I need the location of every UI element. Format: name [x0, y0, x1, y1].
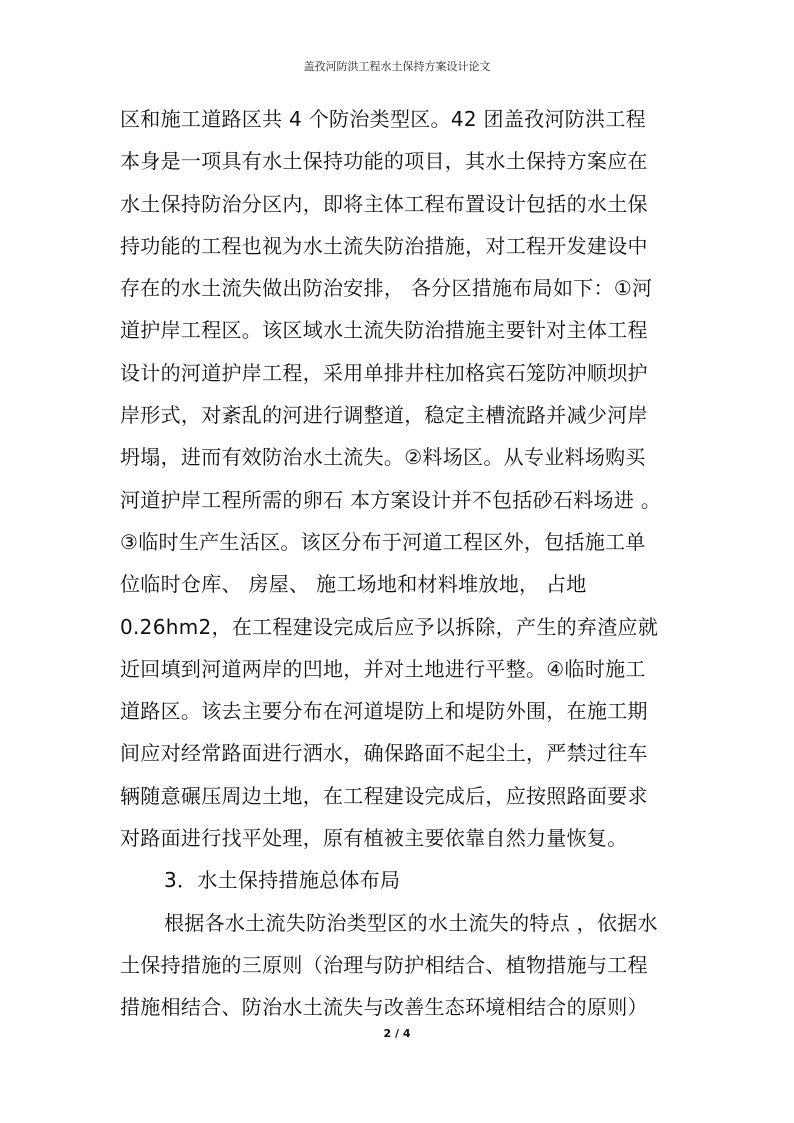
text-line: 存在的水土流失做出防治安排， 各分区措施布局如下：①河 [120, 276, 653, 301]
text-line: 道路区。该去主要分布在河道堤防上和堤防外围，在施工期 [120, 699, 648, 724]
text-line: 岸形式，对紊乱的河进行调整道，稳定主槽流路并减少河岸 [120, 403, 648, 428]
text-line: 土保持措施的三原则（治理与防护相结合、植物措施与工程 [120, 952, 648, 977]
text-line: 措施相结合、防治水土流失与改善生态环境相结合的原则） [120, 995, 648, 1020]
text-line: 区和施工道路区共 4 个防治类型区。42 团盖孜河防洪工程 [120, 107, 646, 131]
text-line: 辆随意碾压周边土地，在工程建设完成后，应按照路面要求 [120, 783, 648, 808]
page-number: 2 / 4 [383, 1027, 411, 1040]
text-line: 本身是一项具有水土保持功能的项目，其水土保持方案应在 [120, 149, 648, 174]
text-line: 水土保持防治分区内，即将主体工程布置设计包括的水土保 [120, 191, 648, 216]
text-line: 位临时仓库、 房屋、 施工场地和材料堆放地， 占地 [120, 572, 587, 597]
text-line: 河道护岸工程所需的卵石 本方案设计并不包括砂石料场进 。 [120, 487, 662, 512]
text-line: 近回填到河道两岸的凹地，并对土地进行平整。④临时施工 [120, 656, 646, 681]
text-line: 0.26hm2，在工程建设完成后应予以拆除，产生的弃渣应就 [120, 614, 659, 639]
text-line: 根据各水土流失防治类型区的水土流失的特点 ，依据水 [164, 910, 658, 935]
text-line: 道护岸工程区。该区域水土流失防治措施主要针对主体工程 [120, 318, 648, 343]
text-line: 设计的河道护岸工程，采用单排井柱加格宾石笼防冲顺坝护 [120, 360, 648, 385]
page-header: 盖孜河防洪工程水土保持方案设计论文 [303, 60, 491, 73]
text-line: 间应对经常路面进行洒水，确保路面不起尘土，严禁过往车 [120, 741, 648, 766]
section-heading: 3．水土保持措施总体布局 [164, 868, 401, 893]
text-line: 对路面进行找平处理，原有植被主要依靠自然力量恢复。 [120, 826, 628, 851]
text-line: 坍塌，进而有效防治水土流失。②料场区。从专业料场购买 [120, 445, 646, 470]
document-body [120, 98, 676, 1029]
text-line: 持功能的工程也视为水土流失防治措施，对工程开发建设中 [120, 233, 648, 258]
text-line: ③临时生产生活区。该区分布于河道工程区外，包括施工单 [120, 529, 646, 554]
